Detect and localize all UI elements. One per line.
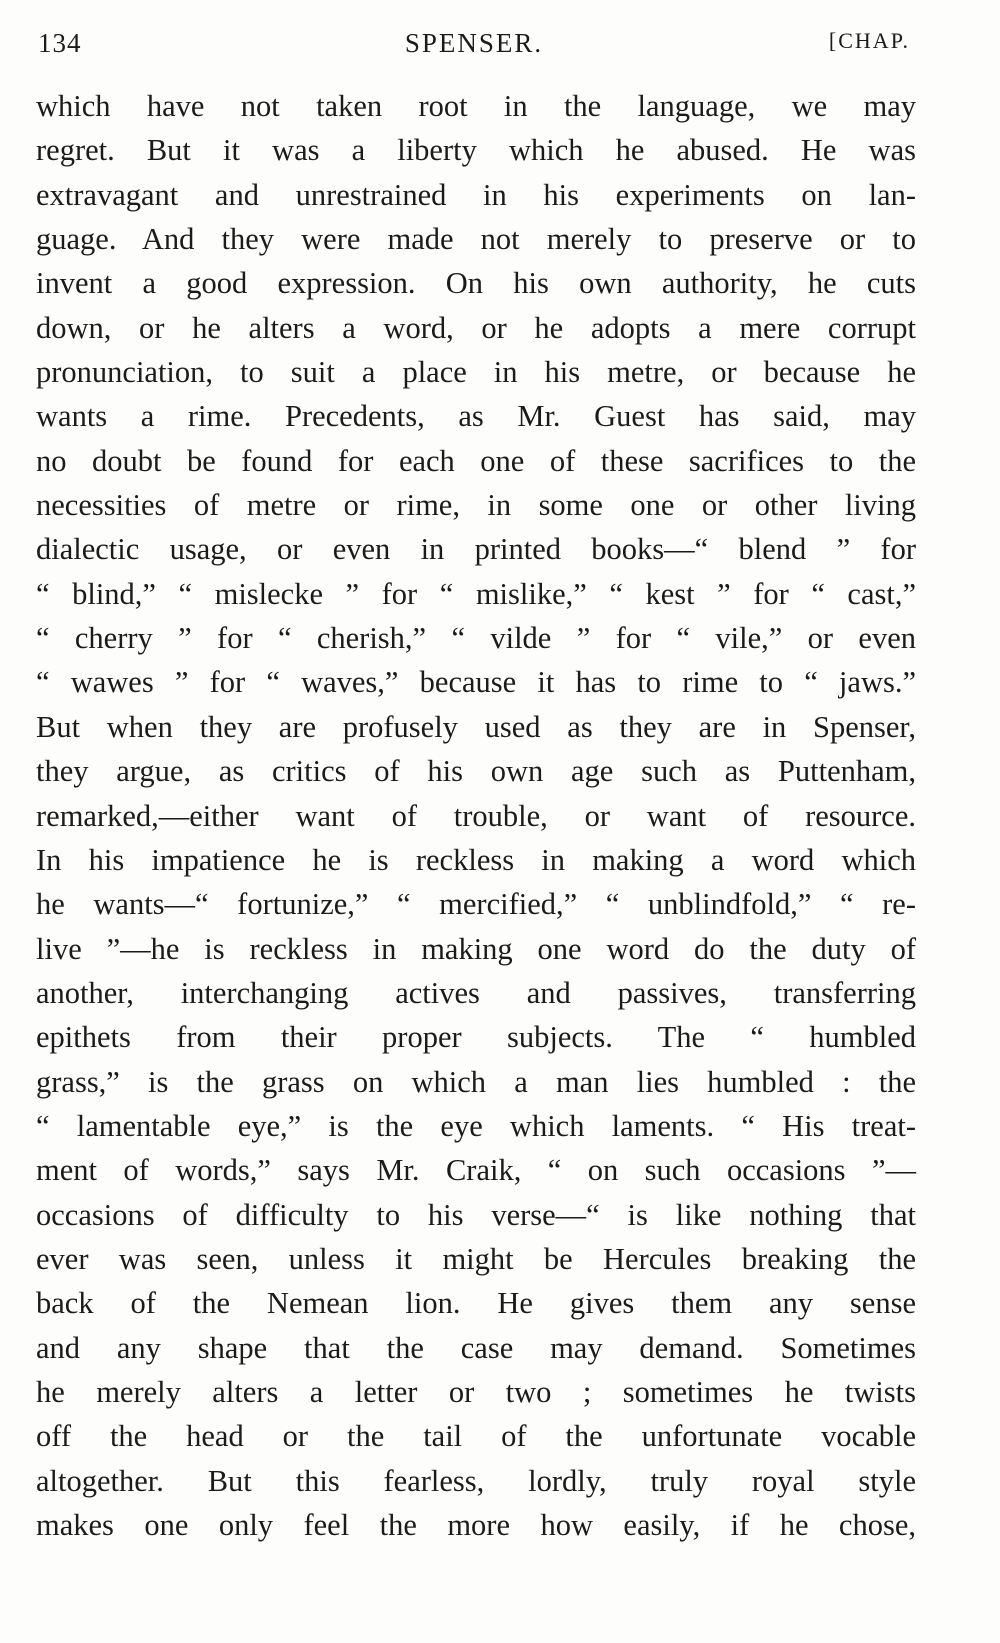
text-line: But when they are profusely used as they are in Spenser, <box>36 709 916 744</box>
book-title: SPENSER. <box>404 28 544 58</box>
text-line: regret. But it was a liberty which he abused. He was <box>36 133 916 168</box>
text-line: “ cherry ” for “ cherish,” “ vilde ” for “ vile,” or even <box>36 621 916 656</box>
text-line: back of the Nemean lion. He gives them any sense <box>36 1286 916 1321</box>
text-line: which have not taken root in the language, we may <box>36 89 916 123</box>
text-line: remarked,—either want of trouble, or want of resource. <box>36 798 916 833</box>
text-line: epithets from their proper subjects. The “ humbled <box>36 1020 916 1055</box>
text-line: necessities of metre or rime, in some one or other living <box>36 488 916 523</box>
text-line: “ lamentable eye,” is the eye which laments. “ His treat- <box>36 1108 916 1143</box>
text-line: ever was seen, unless it might be Hercules breaking the <box>36 1241 916 1276</box>
text-line: “ blind,” “ mislecke ” for “ mislike,” “ kest ” for “ cast,” <box>36 576 916 611</box>
text-line: and any shape that the case may demand. Sometimes <box>36 1330 916 1365</box>
text-line: grass,” is the grass on which a man lies humbled : the <box>36 1064 916 1099</box>
text-line: wants a rime. Precedents, as Mr. Guest has said, may <box>36 399 916 434</box>
text-line: down, or he alters a word, or he adopts a mere corrupt <box>36 310 916 345</box>
text-line: In his impatience he is reckless in making a word which <box>36 842 916 877</box>
text-line: no doubt be found for each one of these sacrifices to the <box>36 443 916 478</box>
text-line: live ”—he is reckless in making one word do the duty of <box>36 931 916 966</box>
text-line: makes one only feel the more how easily, if he chose, <box>36 1508 916 1542</box>
text-line: ment of words,” says Mr. Craik, “ on such occasions ”— <box>36 1153 916 1188</box>
text-line: guage. And they were made not merely to preserve or to <box>36 222 916 257</box>
text-line: invent a good expression. On his own authority, he cuts <box>36 266 916 301</box>
text-line: extravagant and unrestrained in his experiments on lan- <box>36 177 916 212</box>
text-line: off the head or the tail of the unfortunate vocable <box>36 1419 916 1454</box>
text-line: another, interchanging actives and passives, transferring <box>36 975 916 1010</box>
text-line: altogether. But this fearless, lordly, truly royal style <box>36 1463 916 1498</box>
page-number: 134 <box>38 28 82 58</box>
text-line: they argue, as critics of his own age such as Puttenham, <box>36 754 916 789</box>
text-line: he wants—“ fortunize,” “ mercified,” “ unblindfold,” “ re- <box>36 887 916 922</box>
text-line: dialectic usage, or even in printed books—“ blend ” for <box>36 532 916 567</box>
running-head <box>38 28 910 68</box>
text-line: pronunciation, to suit a place in his metre, or because he <box>36 355 916 390</box>
text-line: “ wawes ” for “ waves,” because it has to rime to “ jaws.” <box>36 665 916 700</box>
chapter-marker: [CHAP. <box>828 28 910 53</box>
body-text <box>36 84 916 1547</box>
text-line: he merely alters a letter or two ; sometimes he twists <box>36 1374 916 1409</box>
text-line: occasions of difficulty to his verse—“ is like nothing that <box>36 1197 916 1232</box>
